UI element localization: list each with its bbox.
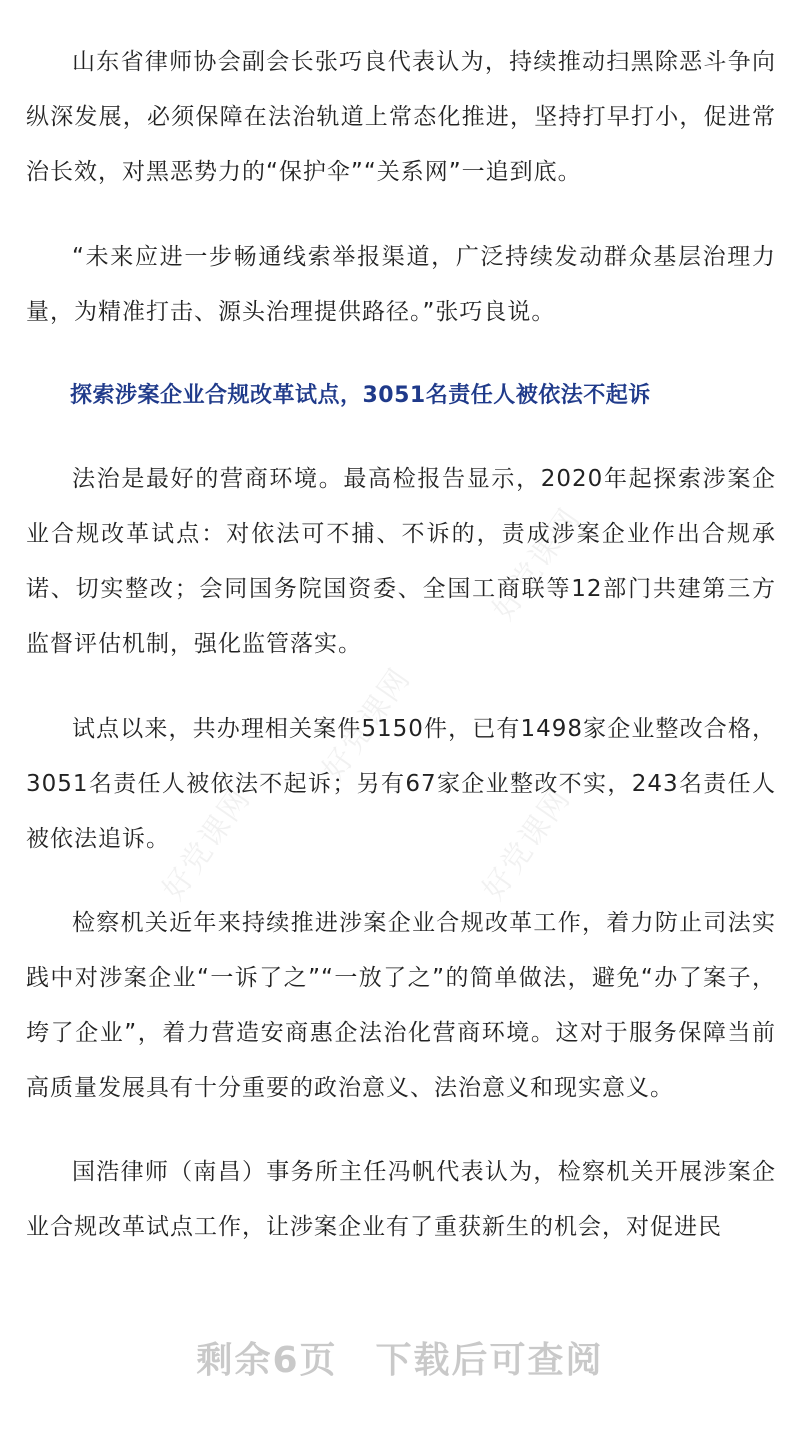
paragraph-1: 山东省律师协会副会长张巧良代表认为，持续推动扫黑除恶斗争向纵深发展，必须保障在法治轨道上常态化推进，坚持打早打小，促进常治长效，对黑恶势力的“保护伞”“关系网”一追到底。 [26,49,776,185]
section-heading: 探索涉案企业合规改革试点，3051名责任人被依法不起诉 [70,383,651,408]
paragraph-6: 国浩律师（南昌）事务所主任冯帆代表认为，检察机关开展涉案企业合规改革试点工作，让涉案企业有了重获新生的机会，对促进民 [26,1159,776,1240]
watermark: 好党课网 [155,781,258,907]
watermark: 好党课网 [315,661,418,787]
paragraph-5: 检察机关近年来持续推进涉案企业合规改革工作，着力防止司法实践中对涉案企业“一诉了之”“一放了之”的简单做法，避免“办了案子，垮了企业”，着力营造安商惠企法治化营商环境。这对于服务保障当前高质量发展具有十分重要的政治意义、法治意义和现实意义。 [26,910,776,1101]
watermark: 好党课网 [485,501,588,627]
download-banner[interactable]: 剩余6页 下载后可查阅 [196,1340,604,1381]
paragraph-2: “未来应进一步畅通线索举报渠道，广泛持续发动群众基层治理力量，为精准打击、源头治理提供路径。”张巧良说。 [26,244,776,325]
paragraph-3: 法治是最好的营商环境。最高检报告显示，2020年起探索涉案企业合规改革试点：对依法可不捕、不诉的，责成涉案企业作出合规承诺、切实整改；会同国务院国资委、全国工商联等12部门共建第三方监督评估机制，强化监管落实。 [26,466,776,657]
watermark: 好党课网 [475,781,578,907]
paragraph-4: 试点以来，共办理相关案件5150件，已有1498家企业整改合格，3051名责任人被依法不起诉；另有67家企业整改不实，243名责任人被依法追诉。 [26,716,776,852]
